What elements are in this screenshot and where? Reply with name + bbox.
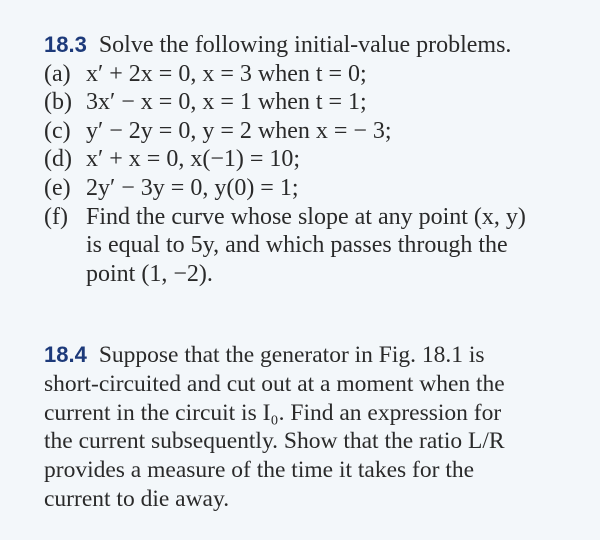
- problem-intro: Solve the following initial-value problems.: [98, 32, 512, 58]
- problem-18-4: [44, 341, 580, 514]
- problem-number: 18.3: [44, 32, 87, 57]
- item-text: x′ + 2x = 0, x = 3 when t = 0;: [86, 60, 367, 87]
- problem-18-4-line-1: [44, 341, 580, 370]
- item-text: Find the curve whose slope at any point (x, y): [86, 203, 526, 230]
- problem-text: Suppose that the generator in Fig. 18.1 is: [98, 342, 485, 368]
- item-label: (b): [44, 89, 72, 116]
- item-text: 3x′ − x = 0, x = 1 when t = 1;: [86, 89, 367, 116]
- item-label: (e): [44, 174, 71, 201]
- item-b: [44, 88, 580, 117]
- problem-18-3: [44, 31, 580, 288]
- item-text: 2y′ − 3y = 0, y(0) = 1;: [86, 174, 299, 201]
- item-label: (d): [44, 146, 72, 173]
- problem-18-4-line-5: provides a measure of the time it takes for the: [44, 457, 475, 484]
- item-a: [44, 60, 580, 89]
- problem-number: 18.4: [44, 342, 87, 367]
- problem-18-4-line-3: current in the circuit is I₀. Find an expression for: [44, 399, 502, 426]
- item-f: [44, 203, 580, 232]
- item-d: [44, 145, 580, 174]
- problem-18-4-line-2: short-circuited and cut out at a moment when the: [44, 370, 505, 397]
- item-label: (a): [44, 60, 71, 87]
- item-text: x′ + x = 0, x(−1) = 10;: [86, 146, 301, 173]
- item-label: (c): [44, 117, 71, 144]
- problem-18-4-line-4: the current subsequently. Show that the ratio L/R: [44, 428, 505, 455]
- item-c: [44, 117, 580, 146]
- item-text: y′ − 2y = 0, y = 2 when x = − 3;: [86, 117, 392, 144]
- item-f-line-2: is equal to 5y, and which passes through the: [86, 232, 508, 259]
- item-f-line-3: point (1, −2).: [86, 260, 213, 287]
- item-label: (f): [44, 203, 68, 230]
- problem-18-3-header: [44, 31, 580, 60]
- problem-18-4-line-6: current to die away.: [44, 485, 230, 512]
- item-e: [44, 174, 580, 203]
